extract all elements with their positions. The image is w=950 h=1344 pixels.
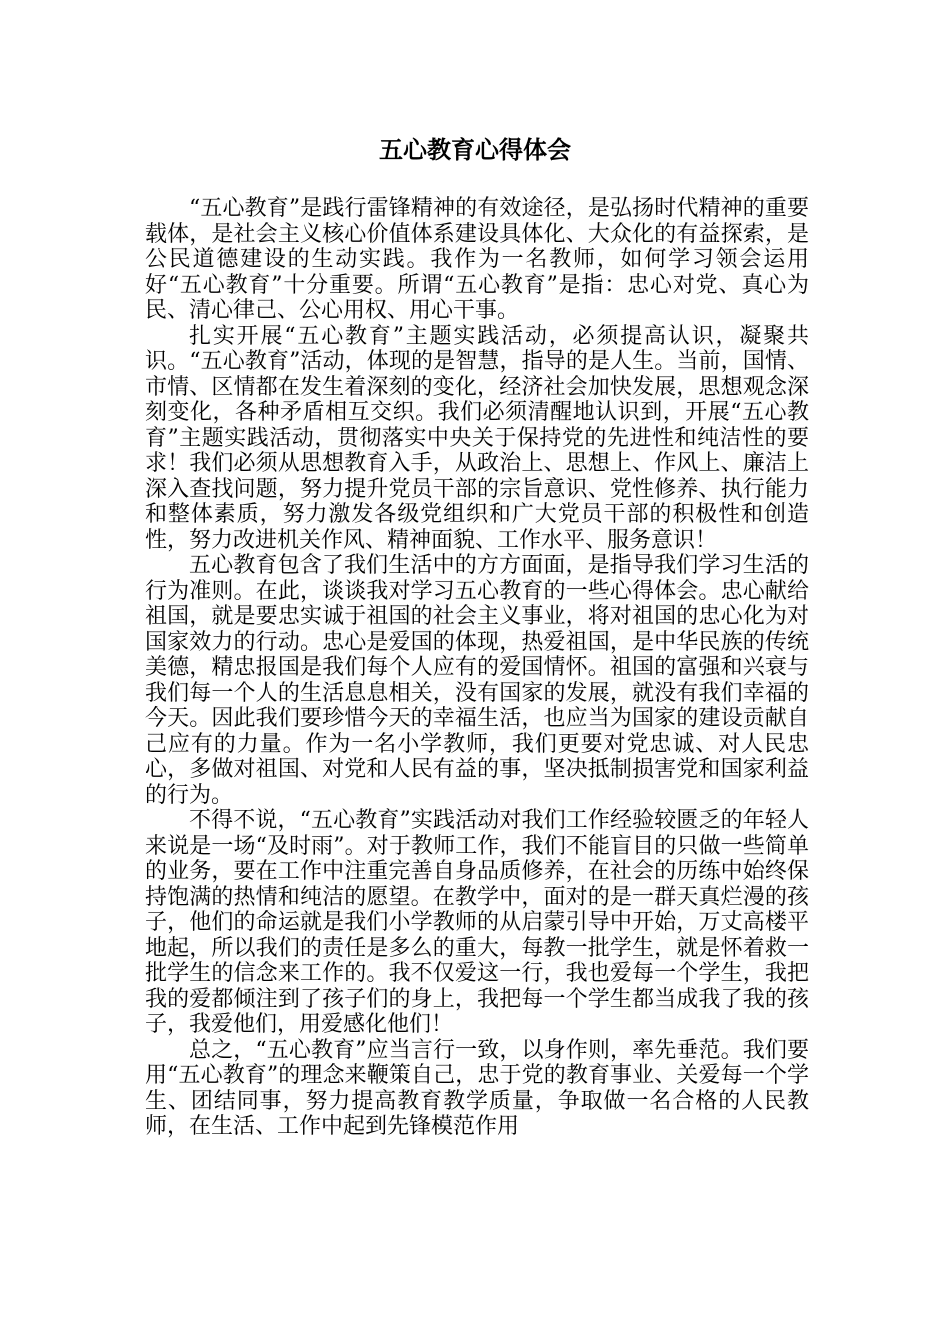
paragraph: 五心教育包含了我们生活中的方方面面，是指导我们学习生活的行为准则。在此，谈谈我对学习五心教育的一些心得体会。忠心献给祖国，就是要忠实诚于祖国的社会主义事业，将对祖国的忠心化为对国家效力的行动。忠心是爱国的体现，热爱祖国，是中华民族的传统美德，精忠报国是我们每个人应有的爱国情怀。祖国的富强和兴衰与我们每一个人的生活息息相关，没有国家的发展，就没有我们幸福的今天。因此我们要珍惜今天的幸福生活，也应当为国家的建设贡献自己应有的力量。作为一名小学教师，我们更要对党忠诚、对人民忠心，多做对祖国、对党和人民有益的事，坚决抵制损害党和国家利益的行为。: [145, 553, 809, 808]
paragraph: 不得不说，“五心教育”实践活动对我们工作经验较匮乏的年轻人来说是一场“及时雨”。对于教师工作，我们不能盲目的只做一些简单的业务，要在工作中注重完善自身品质修养，在社会的历练中始终保持饱满的热情和纯洁的愿望。在教学中，面对的是一群天真烂漫的孩子，他们的命运就是我们小学教师的从启蒙引导中开始，万丈高楼平地起，所以我们的责任是多么的重大，每教一批学生，就是怀着救一批学生的信念来工作的。我不仅爱这一行，我也爱每一个学生，我把我的爱都倾注到了孩子们的身上，我把每一个学生都当成我了我的孩子，我爱他们，用爱感化他们！: [145, 808, 809, 1037]
paragraph: “五心教育”是践行雷锋精神的有效途径，是弘扬时代精神的重要载体，是社会主义核心价值体系建设具体化、大众化的有益探索，是公民道德建设的生动实践。我作为一名教师，如何学习领会运用好“五心教育”十分重要。所谓“五心教育”是指：忠心对党、真心为民、清心律己、公心用权、用心干事。: [145, 196, 809, 323]
document-title: 五心教育心得体会: [379, 136, 571, 164]
paragraph: 扎实开展“五心教育”主题实践活动，必须提高认识，凝聚共识。“五心教育”活动，体现的是智慧，指导的是人生。当前，国情、市情、区情都在发生着深刻的变化，经济社会加快发展，思想观念深刻变化，各种矛盾相互交织。我们必须清醒地认识到，开展“五心教育”主题实践活动，贯彻落实中央关于保持党的先进性和纯洁性的要求！我们必须从思想教育入手，从政治上、思想上、作风上、廉洁上深入查找问题，努力提升党员干部的宗旨意识、党性修养、执行能力和整体素质，努力激发各级党组织和广大党员干部的积极性和创造性，努力改进机关作风、精神面貌、工作水平、服务意识！: [145, 323, 809, 553]
document-body: [145, 196, 809, 1140]
paragraph: 总之，“五心教育”应当言行一致，以身作则，率先垂范。我们要用“五心教育”的理念来鞭策自己，忠于党的教育事业、关爱每一个学生、团结同事，努力提高教育教学质量，争取做一名合格的人民教师，在生活、工作中起到先锋模范作用: [145, 1037, 809, 1139]
